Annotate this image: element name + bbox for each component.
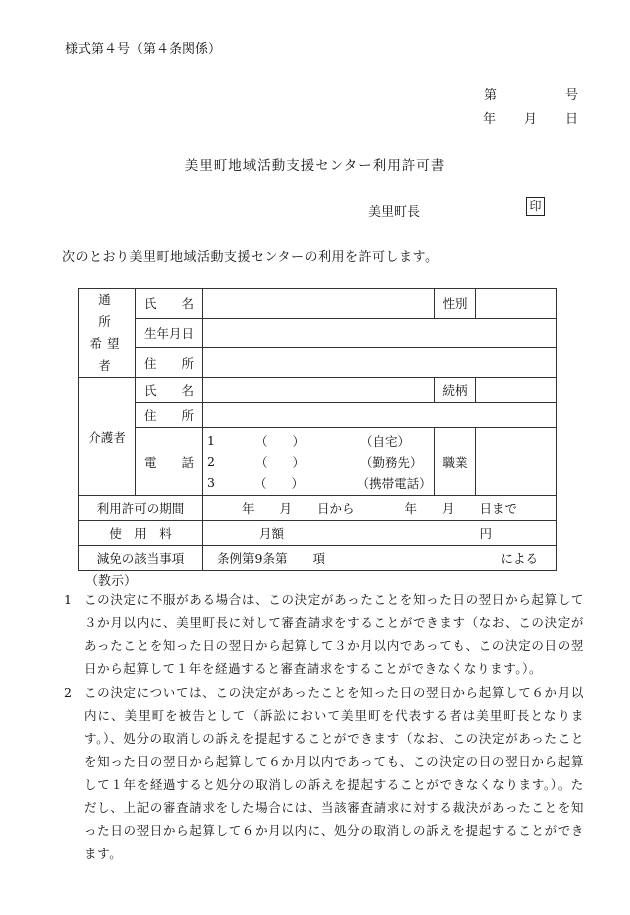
exemption-field[interactable] [203,546,557,571]
phone-row: 1 （ ） （自宅） [207,433,411,449]
applicant-gender-label: 性別 [435,289,476,319]
applicant-birth-label: 生年月日 [136,318,203,348]
caregiver-address-label: 住 所 [136,403,203,428]
exemption-clause: 条例第9条第 項 [217,551,325,566]
fee-field[interactable] [203,521,557,546]
form-number: 様式第４号（第４条関係） [65,42,222,57]
note-text: この決定については、この決定があったことを知った日の翌日から起算して６か月以内に、美里町を被告として（訴訟において美里町を代表する者は美里町長となります。）、処分の取消しの訴えを提起することができます（なお、この決定があったことを知った日の翌日から起算して６か月以内であっても、この決定の日の翌日から起算して１年を経過すると処分の取消しの訴えを提起することができなくなります。）。ただし、上記の審査請求をした場合には、当該審査請求に対する裁決があったことを知った日の翌日から起算して６か月以内に、処分の取消しの訴えを提起することができます。 [84,685,584,861]
caregiver-phone-label: 電 話 [136,428,203,496]
applicant-name-label: 氏 名 [136,289,203,319]
note-item [64,681,584,865]
fee-monthly-label: 月額 [259,526,285,541]
caregiver-occupation-label: 職業 [435,428,476,496]
applicant-address-label: 住 所 [136,348,203,378]
applicant-group-label: 通 所 希望者 [79,289,136,378]
phone-row: 2 （ ） （勤務先） [207,454,423,470]
period-label: 利用許可の期間 [79,496,203,521]
permit-table [78,288,557,571]
issue-date-line [483,108,578,127]
note-item [64,588,584,680]
fee-label: 使 用 料 [79,521,203,546]
seal-mark: 印 [526,197,545,216]
number-suffix: 号 [564,88,578,103]
applicant-gender-field[interactable] [476,289,557,319]
caregiver-phone-field[interactable] [203,428,435,496]
exemption-label: 減免の該当事項 [79,546,203,571]
document-number-line [484,84,578,103]
document-title: 美里町地域活動支援センター利用許可書 [184,158,446,174]
applicant-address-field[interactable] [203,348,557,378]
period-field[interactable]: 年 月 日から 年 月 日まで [203,496,557,521]
caregiver-relation-field[interactable] [476,378,557,403]
notes-heading: （教示） [85,574,138,589]
caregiver-address-field[interactable] [203,403,557,428]
intro-text: 次のとおり美里町地域活動支援センターの利用を許可します。 [62,250,439,265]
note-number: 2 [64,685,73,700]
phone-row: 3 （ ） （携帯電話） [207,475,432,491]
caregiver-relation-label: 続柄 [435,378,476,403]
exemption-suffix: による [500,551,538,566]
caregiver-name-label: 氏 名 [136,378,203,403]
fee-yen-unit: 円 [479,526,492,541]
caregiver-occupation-field[interactable] [476,428,557,496]
date-day: 日 [564,112,578,127]
date-year: 年 [482,112,496,127]
note-number: 1 [64,592,73,607]
caregiver-name-field[interactable] [203,378,435,403]
caregiver-group-label: 介護者 [79,378,136,496]
date-month: 月 [523,112,537,127]
applicant-name-field[interactable] [203,289,435,319]
issuer-label: 美里町長 [368,205,421,220]
note-text: この決定に不服がある場合は、この決定があったことを知った日の翌日から起算して３か月以内に、美里町長に対して審査請求をすることができます（なお、この決定があったことを知った日の翌日から起算して３か月以内であっても、この決定の日の翌日から起算して１年を経過すると審査請求をすることができなくなります。）。 [84,592,584,676]
number-prefix: 第 [483,88,497,103]
applicant-birth-field[interactable] [203,318,557,348]
